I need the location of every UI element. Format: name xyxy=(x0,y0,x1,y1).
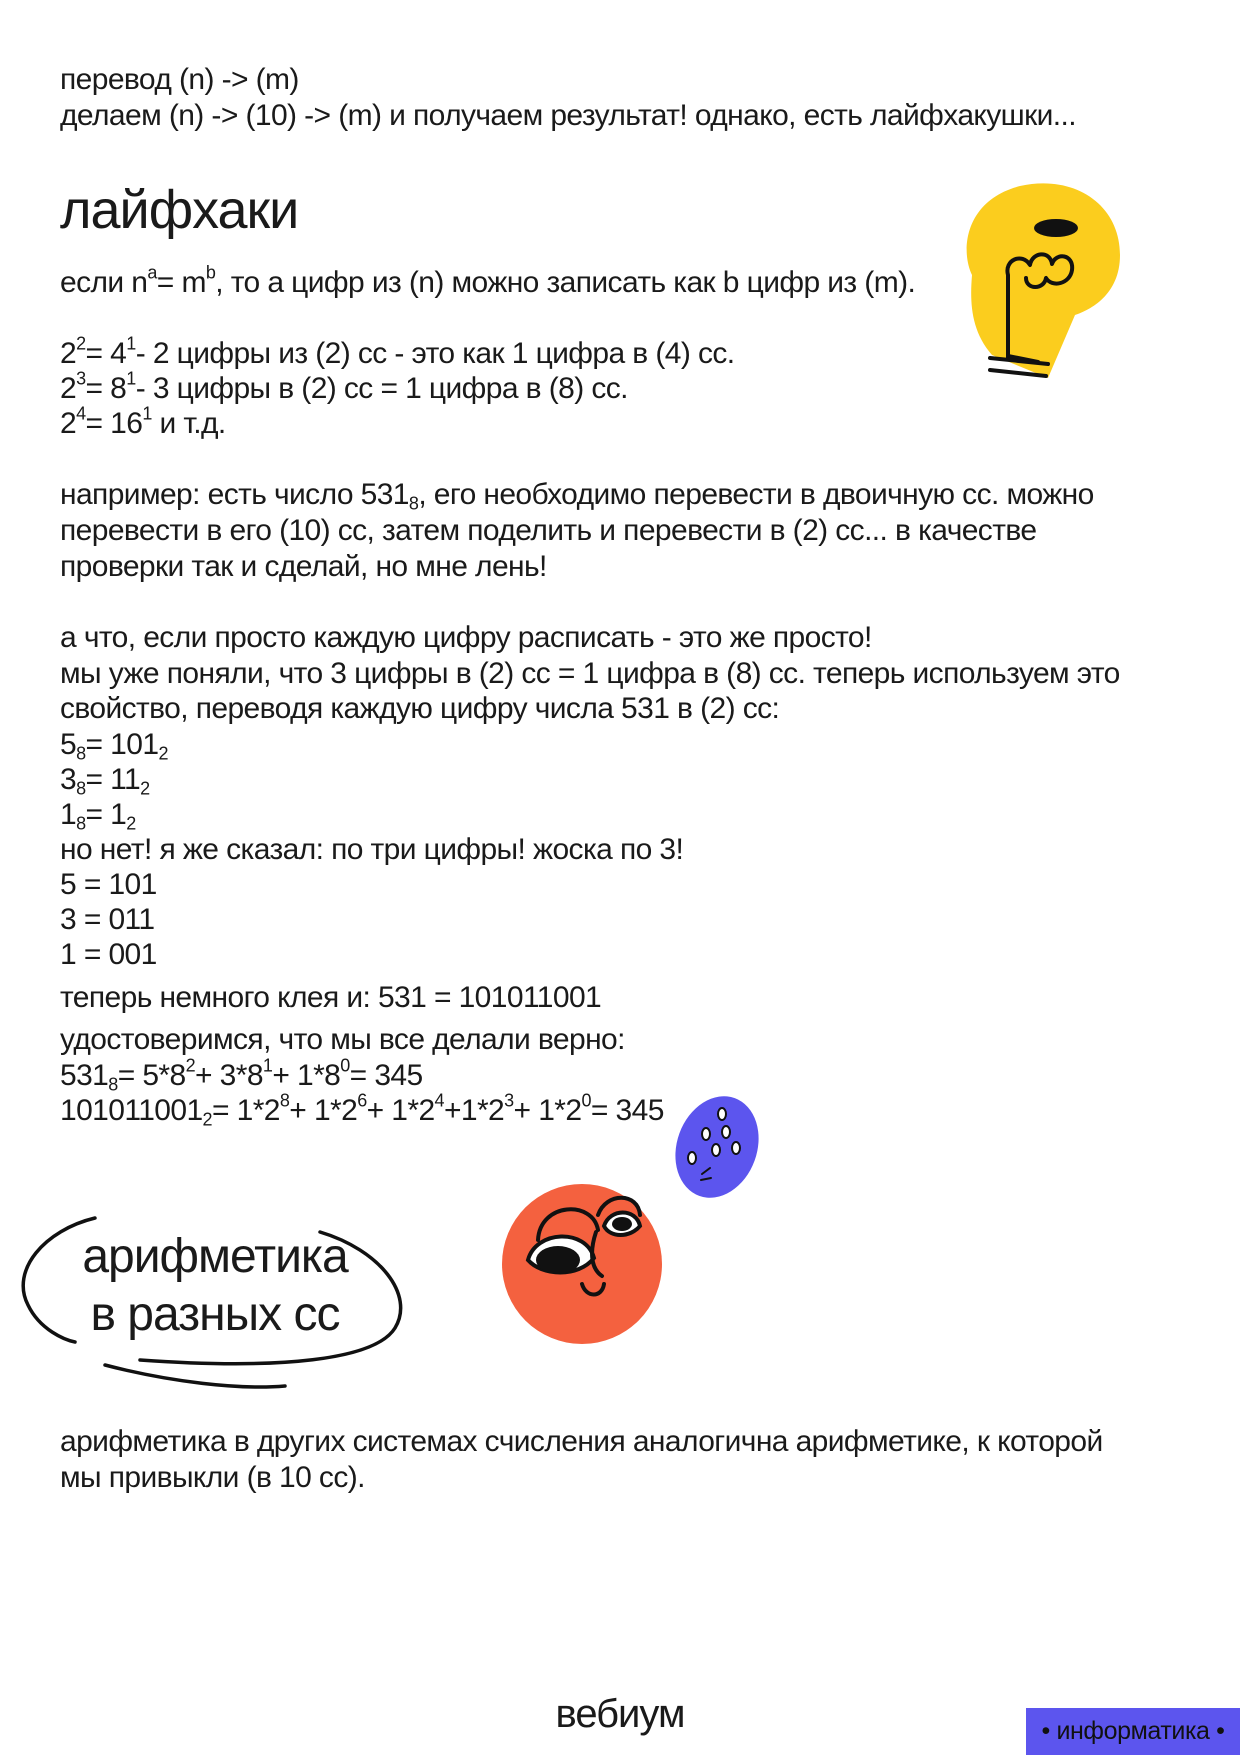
example-line-2: перевести в его (10) сс, затем поделить и перевести в (2) сс... в качестве xyxy=(60,514,1037,547)
lifehacks-heading: лайфхаки xyxy=(60,180,299,240)
check-octal: $531_8= 5*8^2+ 3*8^1+ 1*8^0= 345$ xyxy=(60,1055,423,1095)
power-example-3: $2^4= 16^1$ и т.д. xyxy=(60,403,226,440)
dotted-oval-icon xyxy=(670,1092,765,1202)
triad-3: 3 = 011 xyxy=(60,903,155,936)
check-intro: удостоверимся, что мы все делали верно: xyxy=(60,1023,625,1056)
arithmetic-line-2: мы привыкли (в 10 сс). xyxy=(60,1461,365,1494)
method-line-3: свойство, переводя каждую цифру числа 531 в (2) сс: xyxy=(60,692,780,725)
arithmetic-title-line-2: в разных сс xyxy=(90,1288,340,1341)
check-binary: $101011001_2= 1*2^8+ 1*2^6+ 1*2^4+1*2^3+ 1*2^0= 345$ xyxy=(60,1090,664,1130)
subject-badge: • информатика • xyxy=(1026,1708,1240,1755)
digit-conversion-1: $1_8= 1_2$ xyxy=(60,798,136,834)
arithmetic-title-line-1: арифметика xyxy=(82,1230,348,1283)
three-digits-note: но нет! я же сказал: по три цифры! жоска по 3! xyxy=(60,833,684,866)
method-line-1: а что, если просто каждую цифру расписать - это же просто! xyxy=(60,621,872,654)
webium-logo: вебиум xyxy=(555,1692,685,1736)
intro-line-1: перевод (n) -> (m) xyxy=(60,63,299,96)
rule-line: если $n^a= m^b$, то a цифр из (n) можно записать как b цифр из (m). xyxy=(60,262,916,299)
arithmetic-title xyxy=(20,1210,410,1400)
digit-conversion-3: $3_8= 11_2$ xyxy=(60,763,150,799)
example-line-3: проверки так и сделай, но мне лень! xyxy=(60,550,547,583)
power-example-1: $2^2= 4^1-$ 2 цифры из (2) сс - это как 1 цифра в (4) сс. xyxy=(60,333,735,370)
power-example-2: $2^3= 8^1-$ 3 цифры в (2) сс = 1 цифра в (8) сс. xyxy=(60,368,628,405)
triad-5: 5 = 101 xyxy=(60,868,157,901)
example-line-1: например: есть число $531_8$, его необходимо перевести в двоичную сс. можно xyxy=(60,478,1094,514)
glue-result: теперь немного клея и: 531 = 101011001 xyxy=(60,981,602,1014)
face-icon xyxy=(498,1180,668,1350)
lightbulb-icon xyxy=(960,180,1130,390)
intro-line-2: делаем (n) -> (10) -> (m) и получаем результат! однако, есть лайфхакушки... xyxy=(60,99,1077,132)
digit-conversion-5: $5_8= 101_2$ xyxy=(60,728,168,764)
method-line-2: мы уже поняли, что 3 цифры в (2) сс = 1 цифра в (8) сс. теперь используем это xyxy=(60,657,1120,690)
triad-1: 1 = 001 xyxy=(60,938,157,971)
arithmetic-line-1: арифметика в других системах счисления аналогична арифметике, к которой xyxy=(60,1425,1103,1458)
